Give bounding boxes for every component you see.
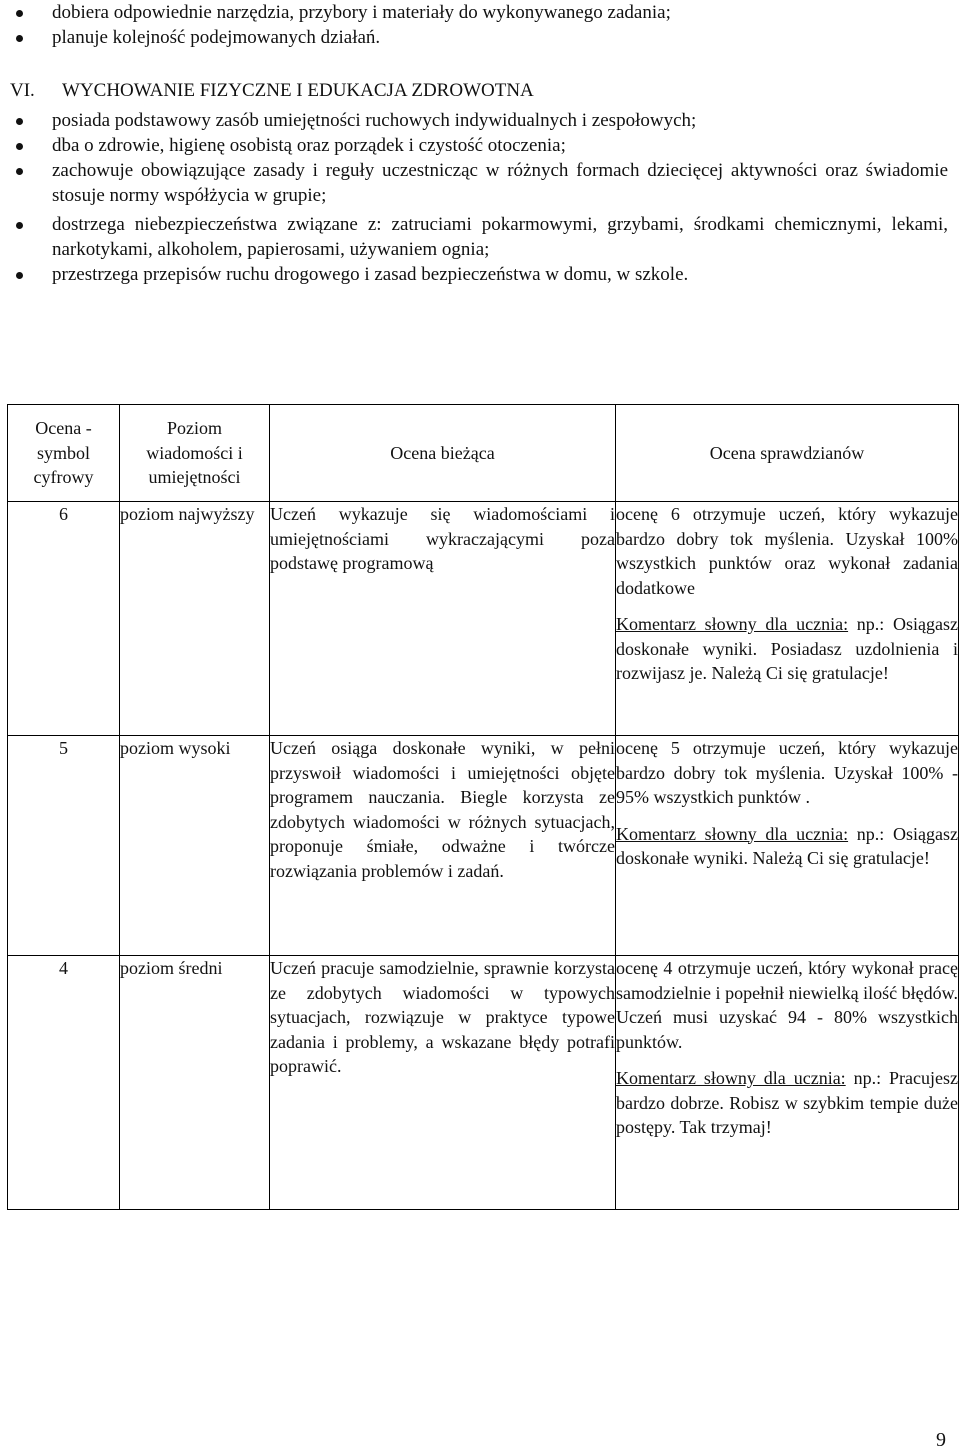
current-grade-text: Uczeń pracuje samodzielnie, sprawnie korzysta ze zdobytych wiadomości w typowych sytuacjach, rozwiązuje w praktyce typowe zadania i problemy, a wskazane błędy potrafi poprawić. (270, 958, 615, 1076)
section-title: WYCHOWANIE FIZYCZNE I EDUKACJA ZDROWOTNA (62, 80, 534, 101)
section-number: VI. (10, 80, 35, 101)
grade-level: poziom wysoki (120, 736, 270, 956)
table-row (8, 956, 959, 1210)
test-grade-text: ocenę 4 otrzymuje uczeń, który wykonał pracę samodzielnie i popełnił niewielką ilość błędów. Uczeń musi uzyskać 94 - 80% wszystkich punktów. (616, 958, 958, 1052)
comment-label: Komentarz słowny dla ucznia: (616, 614, 849, 634)
grade-number: 5 (8, 736, 120, 956)
list-item (0, 108, 960, 133)
test-grade-description (616, 956, 959, 1210)
intro-list (0, 0, 960, 50)
current-grade-text: Uczeń osiąga doskonałe wyniki, w pełni przyswoił wiadomości i umiejętności objęte programem nauczania. Biegle korzysta ze zdobytych wiadomości w różnych sytuacjach, proponuje śmiałe, odważne i twórcze rozwiązania problemów i zadań. (270, 738, 615, 881)
list-item-text: przestrzega przepisów ruchu drogowego i zasad bezpieczeństwa w domu, w szkole. (52, 264, 689, 285)
section-list (0, 108, 960, 287)
grade-number: 4 (8, 956, 120, 1210)
current-grade-text: Uczeń wykazuje się wiadomościami i umiejętnościami wykraczającymi poza podstawę programową (270, 504, 615, 573)
teacher-comment (616, 1066, 958, 1140)
comment-text: np.: Osiągasz doskonałe wyniki. Posiadasz uzdolnienia i rozwijasz je. Należą Ci się gratulacje! (616, 614, 958, 683)
comment-label: Komentarz słowny dla ucznia: (616, 1068, 846, 1088)
grades-table (7, 404, 959, 1210)
list-item (0, 0, 960, 25)
list-item (0, 158, 960, 208)
table-row (8, 502, 959, 736)
teacher-comment (616, 822, 958, 871)
header-current-grade: Ocena bieżąca (270, 405, 616, 502)
header-grade-symbol: Ocena - symbol cyfrowy (8, 405, 120, 502)
list-item-text: zachowuje obowiązujące zasady i reguły uczestnicząc w różnych formach dziecięcej aktywności oraz świadomie stosuje normy współżycia w grupie; (52, 160, 948, 206)
header-level: Poziom wiadomości i umiejętności (120, 405, 270, 502)
current-grade-description (270, 502, 616, 736)
list-item (0, 212, 960, 262)
comment-label: Komentarz słowny dla ucznia: (616, 823, 849, 844)
header-test-grade: Ocena sprawdzianów (616, 405, 959, 502)
current-grade-description (270, 956, 616, 1210)
test-grade-description (616, 502, 959, 736)
page-number: 9 (936, 1429, 946, 1451)
list-item (0, 262, 960, 287)
list-item-text: dostrzega niebezpieczeństwa związane z: zatruciami pokarmowymi, grzybami, środkami chemicznymi, lekami, narkotykami, alkoholem, papierosami, używaniem ognia; (52, 214, 948, 260)
list-item (0, 25, 960, 50)
list-item-text: dobiera odpowiednie narzędzia, przybory i materiały do wykonywanego zadania; (52, 2, 671, 23)
current-grade-description (270, 736, 616, 956)
list-item-text: dba o zdrowie, higienę osobistą oraz porządek i czystość otoczenia; (52, 135, 566, 156)
section-heading (0, 78, 960, 103)
comment-text: np.: Osiągasz doskonałe wyniki. Należą Ci się gratulacje! (616, 823, 958, 868)
table-header-row (8, 405, 959, 502)
test-grade-text: ocenę 6 otrzymuje uczeń, który wykazuje bardzo dobry tok myślenia. Uzyskał 100% wszystkich punktów oraz wykonał zadania dodatkowe (616, 504, 958, 598)
grade-level: poziom średni (120, 956, 270, 1210)
test-grade-text: ocenę 5 otrzymuje uczeń, który wykazuje bardzo dobry tok myślenia. Uzyskał 100% - 95% wszystkich punktów . (616, 738, 958, 807)
test-grade-description (616, 736, 959, 956)
comment-text: np.: Pracujesz bardzo dobrze. Robisz w szybkim tempie duże postępy. Tak trzymaj! (616, 1068, 958, 1137)
list-item (0, 133, 960, 158)
grade-number: 6 (8, 502, 120, 736)
table-row (8, 736, 959, 956)
teacher-comment (616, 612, 958, 686)
list-item-text: posiada podstawowy zasób umiejętności ruchowych indywidualnych i zespołowych; (52, 110, 697, 131)
grade-level: poziom najwyższy (120, 502, 270, 736)
list-item-text: planuje kolejność podejmowanych działań. (52, 27, 381, 48)
